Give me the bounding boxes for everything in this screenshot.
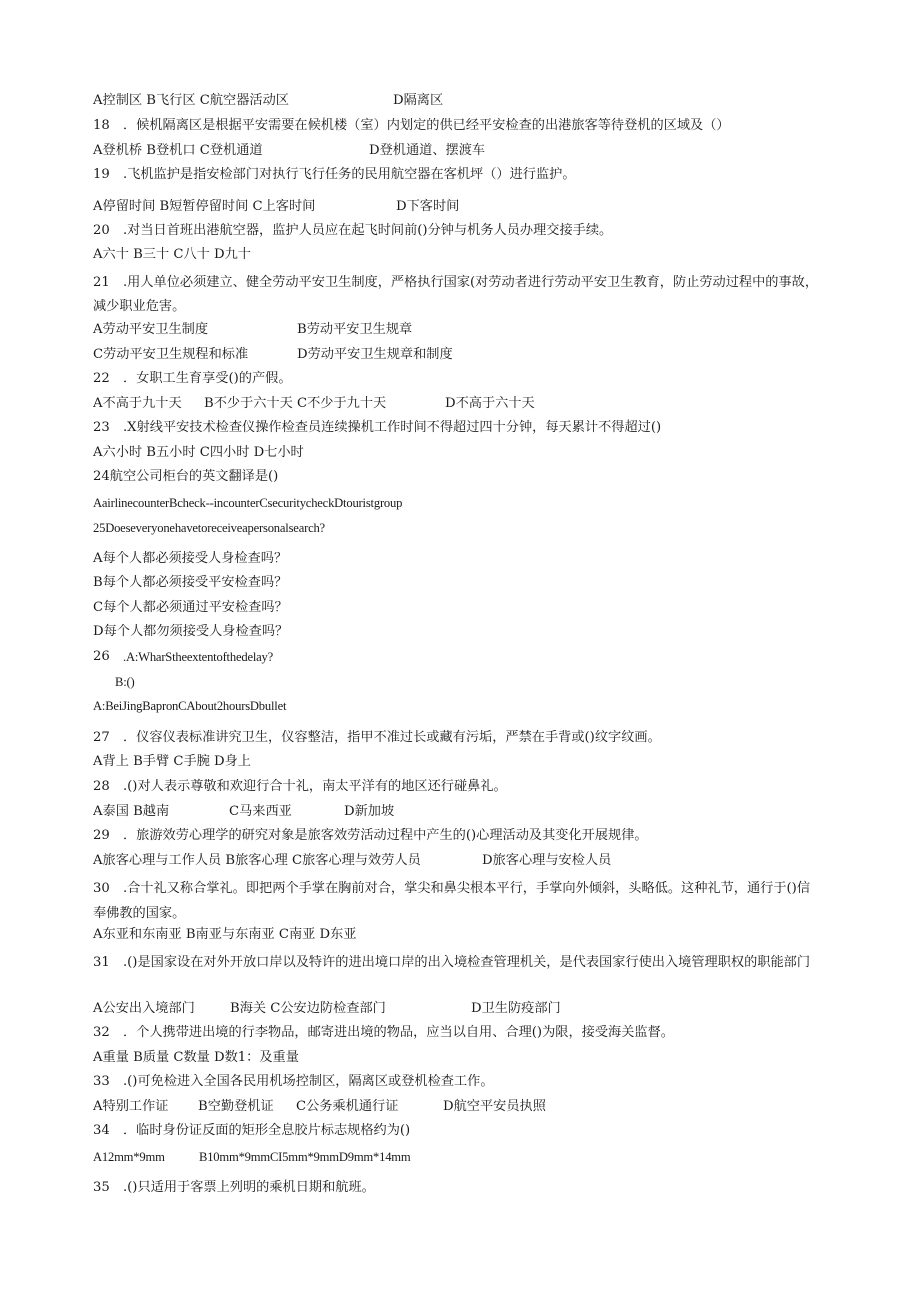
option-group: A登机桥 B登机口 C登机通道 — [93, 143, 263, 158]
question-34: 34 ．临时身份证反面的矩形全息胶片标志规格约为() — [93, 1123, 411, 1138]
option-d: D登机通道、摆渡车 — [369, 143, 486, 158]
question-text: .A:WharStheextentofthedelay? — [123, 650, 274, 664]
question-22: 22 ．女职工生育享受()的产假。 — [93, 371, 292, 386]
option-25-c: C每个人都必须通过平安检查吗？ — [93, 600, 288, 615]
line-23-options: A六小时 B五小时 C四小时 D七小时 — [93, 445, 304, 460]
line-24-options: AairlinecounterBcheck--incounterCsecuritycheckDtouristgroup — [93, 496, 403, 510]
question-25: 25Doeseveryonehavetoreceiveapersonalsearch? — [93, 521, 325, 535]
option-bc: B不少于六十天 C不少于九十天 — [204, 396, 387, 411]
line-32-options: A重量 B质量 C数量 D数1：及重量 — [93, 1050, 299, 1065]
option-d: D航空平安员执照 — [443, 1099, 546, 1114]
question-33: 33 .()可免检进入全国各民用机场控制区，隔离区或登机检查工作。 — [93, 1074, 494, 1089]
option-bcd: B10mm*9mmCI5mm*9mmD9mm*14mm — [199, 1150, 411, 1164]
option-d: D隔离区 — [393, 93, 444, 108]
option-d: D不高于六十天 — [445, 396, 535, 411]
option-d: D下客时间 — [396, 199, 460, 214]
question-18: 18 ．候机隔离区是根据平安需要在候机楼（室）内划定的供已经平安检查的出港旅客等待登机的区域及（） — [93, 118, 730, 133]
question-21: 21 .用人单位必须建立、健全劳动平安卫生制度，严格执行国家(对劳动者进行劳动平安卫生教育，防止劳动过程中的事故，减少职业危害。 — [93, 275, 819, 314]
option-a: A12mm*9mm — [93, 1150, 165, 1164]
question-29: 29 ．旅游效劳心理学的研究对象是旅客效劳活动过程中产生的()心理活动及其变化开展规律。 — [93, 828, 648, 843]
option-a: A公安出入境部门 — [93, 1001, 195, 1016]
option-a: A特别工作证 — [93, 1099, 169, 1114]
question-19: 19 .飞机监护是指安检部门对执行飞行任务的民用航空器在客机坪（）进行监护。 — [93, 167, 576, 182]
question-35: 35 .()只适用于客票上列明的乘机日期和航班。 — [93, 1180, 375, 1195]
question-27: 27 ．仪容仪表标准讲究卫生，仪容整洁，指甲不准过长或藏有污垢，严禁在手背或()纹字纹画。 — [93, 730, 661, 745]
option-c: C马来西亚 — [229, 804, 292, 819]
question-20: 20 .对当日首班出港航空器，监护人员应在起飞时间前()分钟与机务人员办理交接手续。 — [93, 223, 613, 238]
option-25-b: B每个人都必须接受平安检查吗？ — [93, 575, 288, 590]
option-b: B劳动平安卫生规章 — [297, 322, 413, 337]
option-c: C公务乘机通行证 — [296, 1099, 399, 1114]
question-24: 24航空公司柜台的英文翻译是() — [93, 469, 279, 484]
question-31: 31 .()是国家设在对外开放口岸以及特许的进出境口岸的出入境检查管理机关，是代表国家行使出入境管理职权的职能部门 — [93, 955, 811, 970]
option-d: D旅客心理与安检人员 — [482, 853, 612, 868]
question-23: 23 .X射线平安技术检查仪操作检查员连续操机工作时间不得超过四十分钟，每天累计不得超过() — [93, 420, 662, 435]
option-group: A控制区 B飞行区 C航空器活动区 — [93, 93, 289, 108]
option-d: D卫生防疫部门 — [471, 1001, 561, 1016]
option-group: A停留时间 B短暂停留时间 C上客时间 — [93, 199, 316, 214]
option-b: B空勤登机证 — [198, 1099, 274, 1114]
option-d: D劳动平安卫生规章和制度 — [297, 347, 453, 362]
option-c: C劳动平安卫生规程和标准 — [93, 347, 249, 362]
question-30: 30 .合十礼又称合掌礼。即把两个手掌在胸前对合，掌尖和鼻尖根本平行，手掌向外倾斜，头略低。这种礼节，通行于()信奉佛教的国家。 — [93, 881, 811, 921]
option-25-a: A每个人都必须接受人身检查吗？ — [93, 551, 288, 566]
option-bc: B海关 C公安边防检查部门 — [230, 1001, 386, 1016]
option-d: D新加坡 — [344, 804, 395, 819]
option-group: A旅客心理与工作人员 B旅客心理 C旅客心理与效劳人员 — [93, 853, 421, 868]
line-27-options: A背上 B手臂 C手腕 D身上 — [93, 754, 251, 769]
line-20-options: A六十 B三十 C八十 D九十 — [93, 247, 251, 262]
question-number: 26 — [93, 649, 110, 664]
question-28: 28 .()对人表示尊敬和欢迎行合十礼，南太平洋有的地区还行碰鼻礼。 — [93, 779, 507, 794]
line-26-options: A:BeiJingBapronCAbout2hoursDbullet — [93, 699, 287, 713]
question-26-reply: B:() — [115, 675, 135, 689]
option-25-d: D每个人都勿须接受人身检查吗？ — [93, 624, 289, 639]
option-ab: A泰国 B越南 — [93, 804, 170, 819]
question-32: 32 ．个人携带进出境的行李物品，邮寄进出境的物品，应当以自用、合理()为限，接受海关监督。 — [93, 1025, 674, 1040]
option-a: A劳动平安卫生制度 — [93, 322, 209, 337]
line-30-options: A东亚和东南亚 B南亚与东南亚 C南亚 D东亚 — [93, 927, 357, 942]
option-a: A不高于九十天 — [93, 396, 182, 411]
